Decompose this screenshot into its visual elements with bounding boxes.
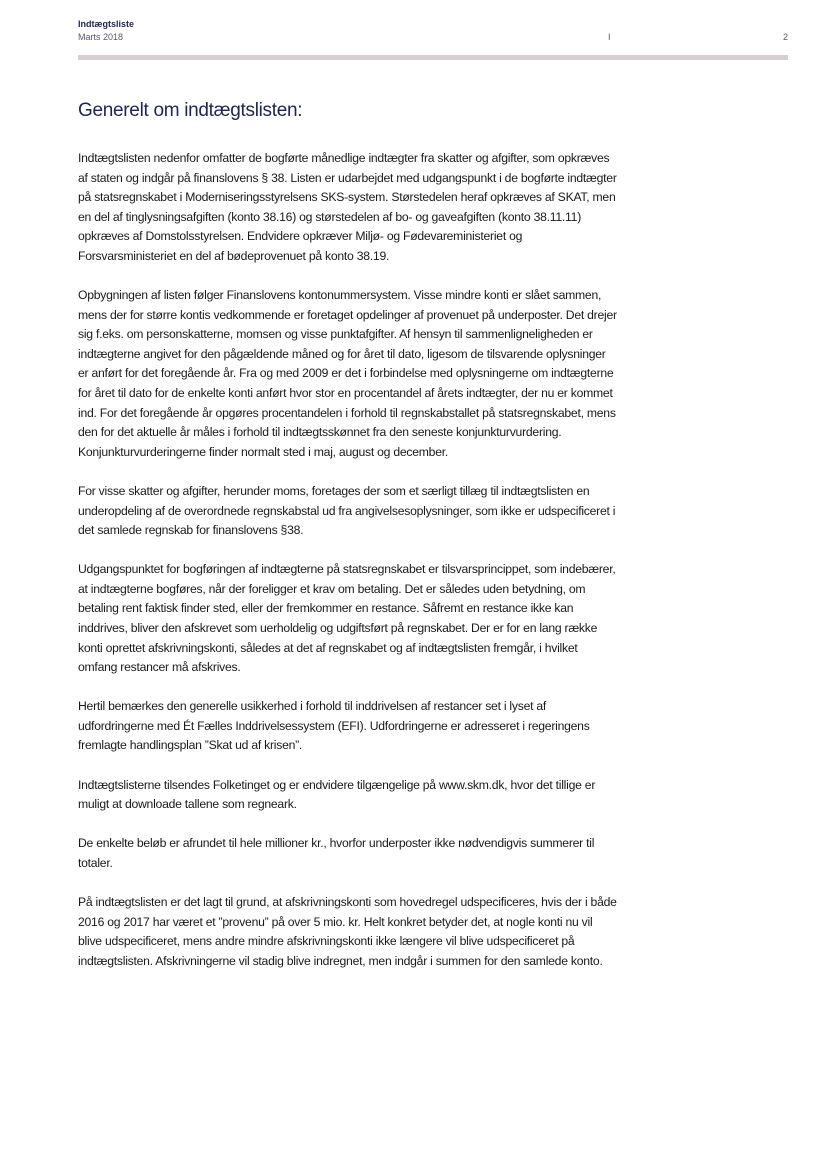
page-number: 2 xyxy=(782,32,788,42)
header-divider xyxy=(78,55,788,60)
paragraph-1: Indtægtslisten nedenfor omfatter de bogførte månedlige indtægter fra skatter og afgifter, som opkræves af staten og indgår på finanslovens § 38. Listen er udarbejdet med udgangspunkt i de bogførte indtægter på statsregnskabet i Moderniseringsstyrelsens SKS-system. Størstedelen heraf opkræves af SKAT, men en del af tinglysningsafgiften (konto 38.16) og størstedelen af bo- og gaveafgiften (konto 38.11.11) opkræves af Domstolsstyrelsen. Endvidere opkræver Miljø- og Fødevareministeriet og Forsvarsministeriet en del af bødeprovenuet på konto 38.19. xyxy=(78,151,617,263)
paragraph-6: Indtægtslisterne tilsendes Folketinget og er endvidere tilgængelige på www.skm.dk, hvor det tillige er muligt at downloade tallene som regneark. xyxy=(78,777,596,812)
page-header xyxy=(78,19,788,49)
paragraph-7: De enkelte beløb er afrundet til hele millioner kr., hvorfor underposter ikke nødvendigvis summerer til totaler. xyxy=(78,836,595,870)
paragraph-2: Opbygningen af listen følger Finanslovens kontonummersystem. Visse mindre konti er slået sammen, mens der for større kontis vedkommende er foretaget opdelinger af provenuet på underposter. Det drejer sig f.eks. om personskatterne, momsen og visse punktafgifter. Af hensyn til sammenligneligheden er indtægterne angivet for den pågældende måned og for året til dato, ligesom de tilsvarende oplysninger er anført for det foregående år. Fra og med 2009 er det i forbindelse med oplysningerne om indtægterne for året til dato for de enkelte konti anført hvor stor en procentandel af årets indtægter, der nu er kommet ind. For det foregående år opgøres procentandelen i forhold til regnskabstallet på statsregnskabet, mens den for det aktuelle år måles i forhold til indtægtsskønnet fra den seneste konjunkturvurdering. Konjunkturvurderingerne finder normalt sted i maj, august og december. xyxy=(78,288,617,459)
paragraph-8: På indtægtslisten er det lagt til grund, at afskrivningskonti som hovedregel udspecificeres, hvis der i både 2016 og 2017 har været et ”provenu” på over 5 mio. kr. Helt konkret betyder det, at nogle konti nu vil blive udspecificeret, mens andre mindre afskrivningskonti ikke længere vil blive udspecificeret på indtægtslisten. Afskrivningerne vil stadig blive indregnet, men indgår i summen for den samlede konto. xyxy=(78,894,617,968)
section-heading: Generelt om indtægtslisten: xyxy=(78,100,303,121)
paragraph-5: Hertil bemærkes den generelle usikkerhed i forhold til inddrivelsen af restancer set i lyset af udfordringerne med Ét Fælles Inddrivelsessystem (EFI). Udfordringerne er adresseret i regeringens fremlagte handlingsplan ”Skat ud af krisen”. xyxy=(78,699,590,753)
main-content xyxy=(78,99,618,991)
header-separator: I xyxy=(608,32,611,42)
document-date: Marts 2018 xyxy=(78,32,124,42)
document-title: Indtægtsliste xyxy=(78,19,135,29)
paragraph-3: For visse skatter og afgifter, herunder moms, foretages der som et særligt tillæg til indtægtslisten en underopdeling af de overordnede regnskabstal ud fra angivelsesoplysninger, som ikke er udspecificeret i det samlede regnskab for finanslovens §38. xyxy=(78,483,616,538)
paragraph-4: Udgangspunktet for bogføringen af indtægterne på statsregnskabet er tilsvarsprincippet, som indebærer, at indtægterne bogføres, når der foreligger et krav om betaling. Det er således uden betydning, om betaling rent faktisk finder sted, eller der fremkommer en restance. Såfremt en restance ikke kan inddrives, bliver den afskrevet som uerholdelig og udgiftsført på regnskabet. Der er for en lang række konti oprettet afskrivningskonti, således at det af regnskabet og af indtægtslisten fremgår, i hvilket omfang restancer må afskrives. xyxy=(78,562,616,675)
